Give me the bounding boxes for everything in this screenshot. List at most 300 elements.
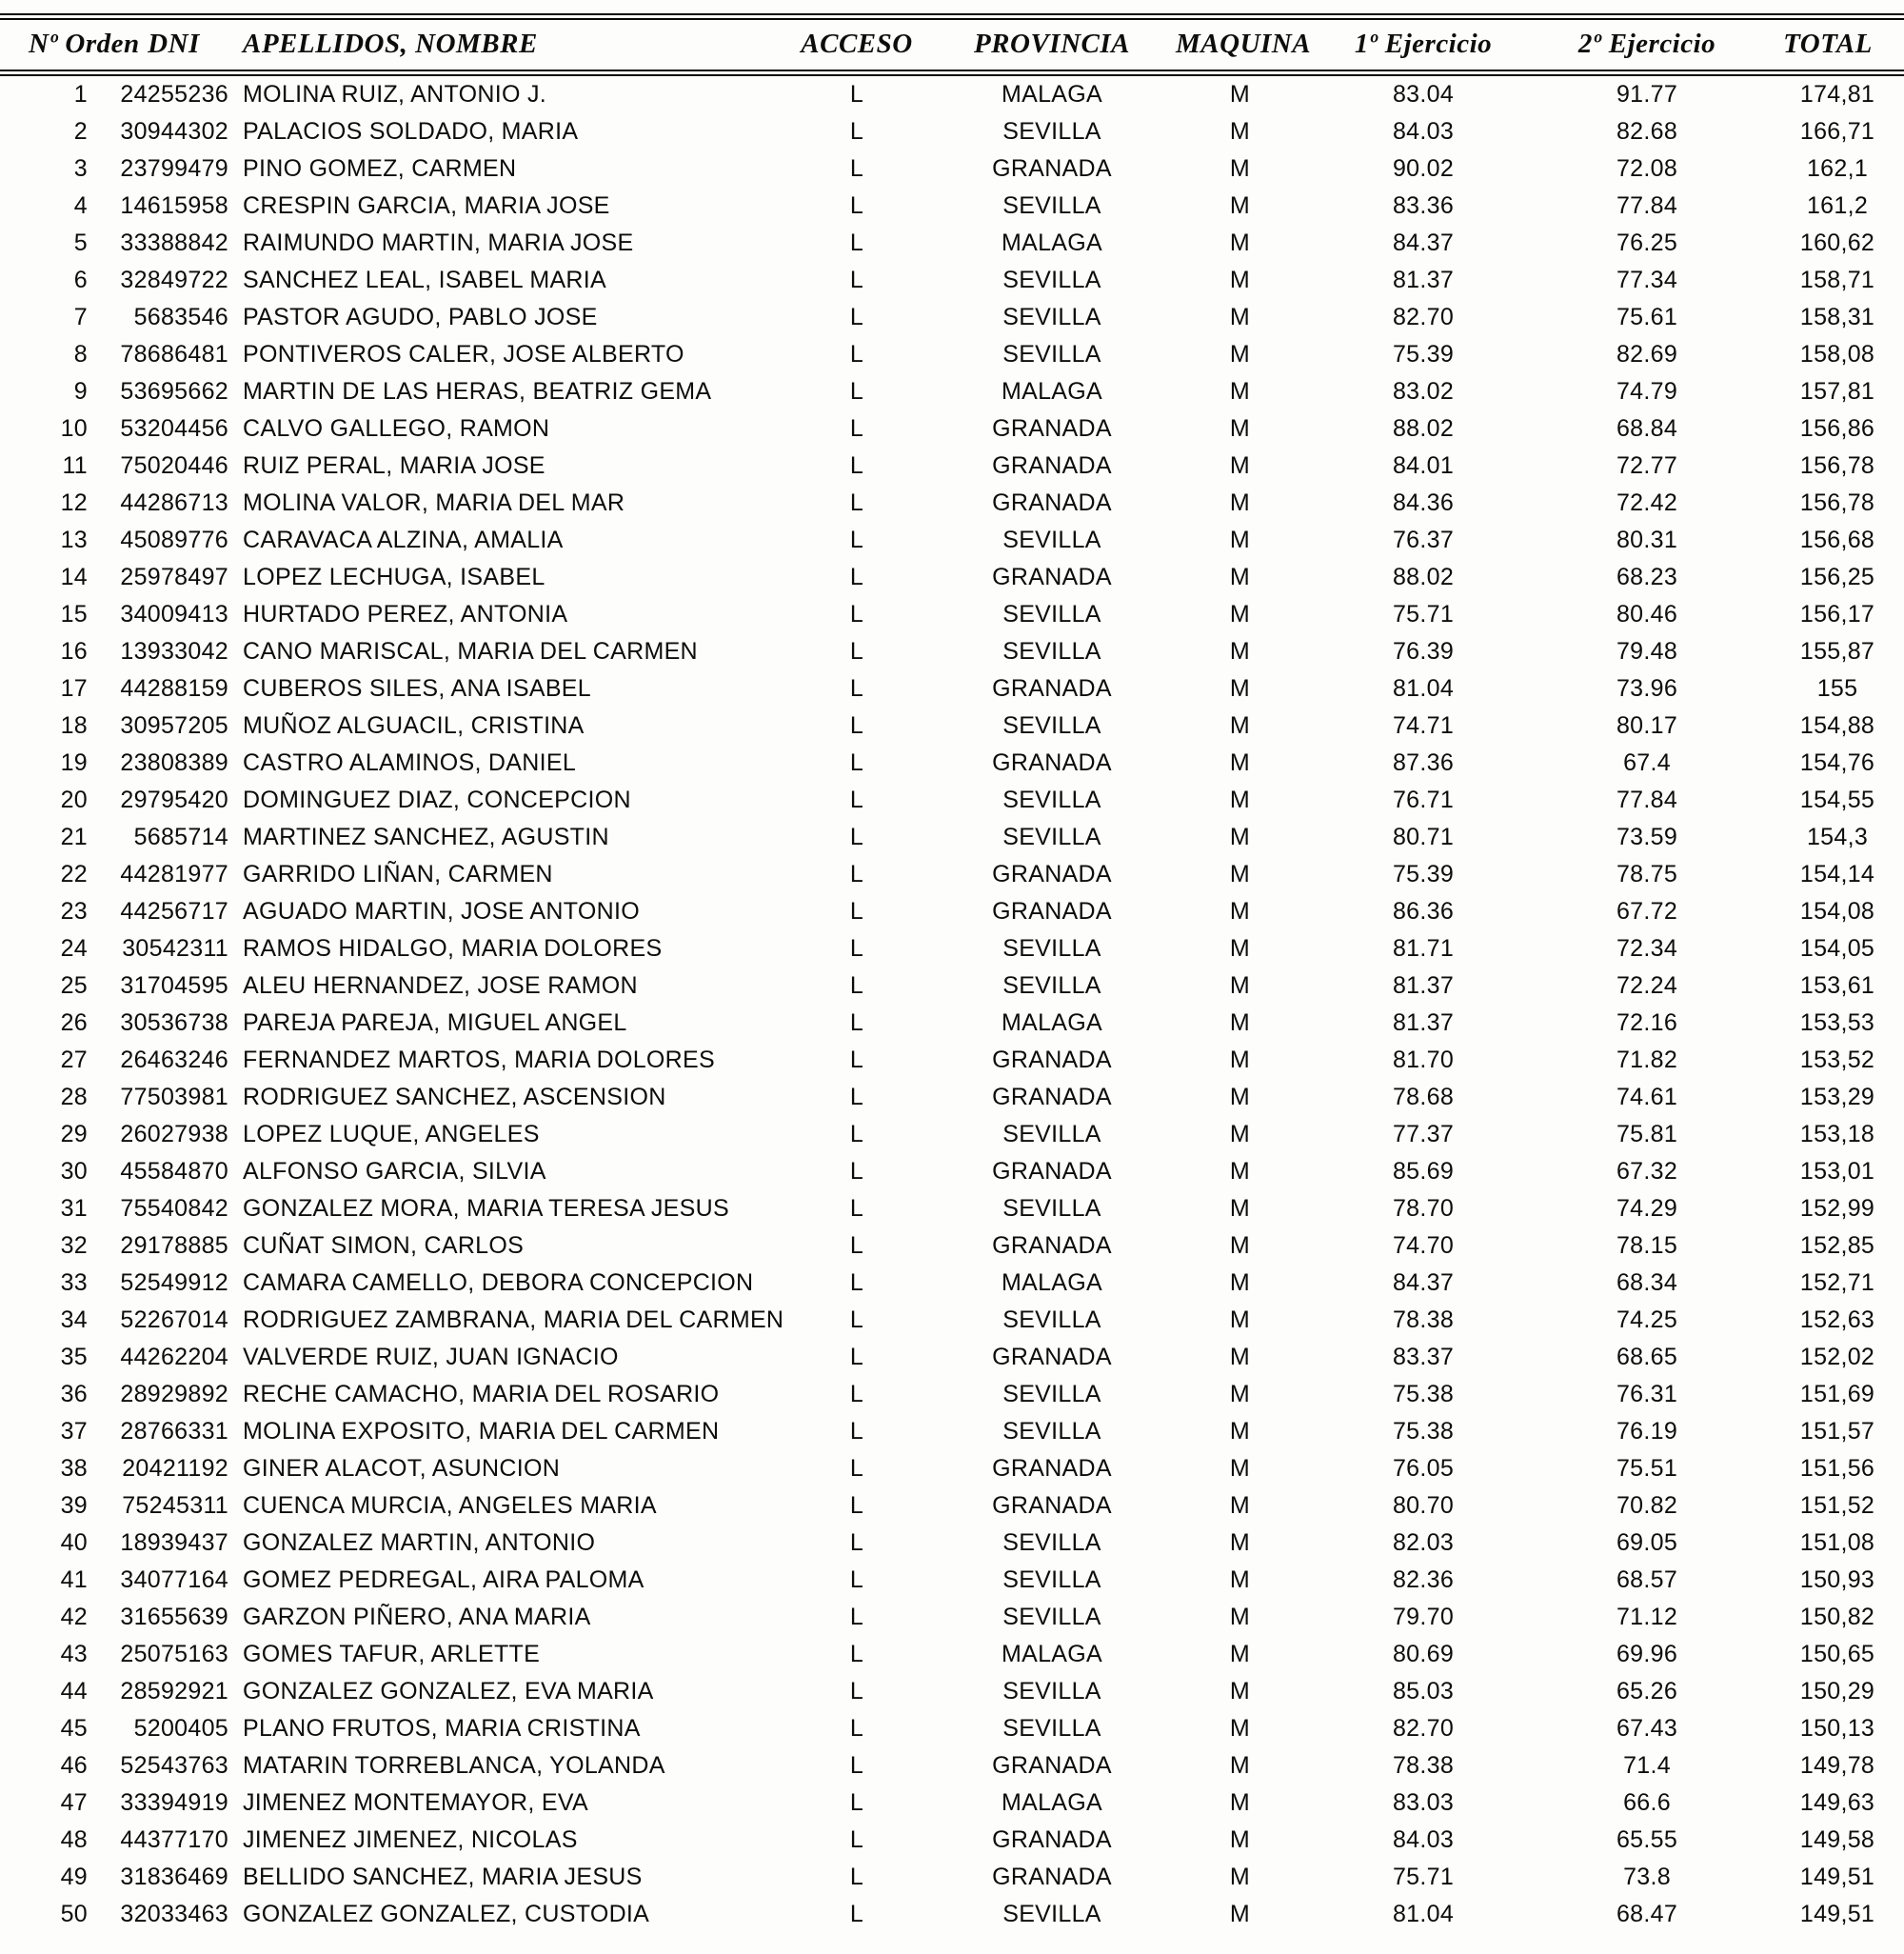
cell-provincia: SEVILLA xyxy=(1002,267,1101,293)
cell-provincia: SEVILLA xyxy=(1002,527,1101,553)
cell-acceso: L xyxy=(849,1418,864,1445)
cell-acceso: L xyxy=(849,378,864,405)
cell-dni: 44281977 xyxy=(120,861,228,887)
cell-maquina: M xyxy=(1229,304,1251,330)
cell-acceso: L xyxy=(849,489,864,516)
table-row xyxy=(0,1339,1904,1376)
cell-dni: 20421192 xyxy=(122,1455,228,1482)
cell-ej2: 71.4 xyxy=(1623,1752,1671,1779)
cell-ej2: 65.55 xyxy=(1616,1826,1678,1853)
cell-ej1: 87.36 xyxy=(1392,749,1455,776)
cell-maquina: M xyxy=(1229,1604,1251,1630)
cell-name: ALEU HERNANDEZ, JOSE RAMON xyxy=(243,972,638,999)
cell-provincia: SEVILLA xyxy=(1002,1715,1101,1742)
cell-provincia: MALAGA xyxy=(1002,1789,1102,1816)
table-row xyxy=(0,559,1904,596)
cell-dni: 75540842 xyxy=(120,1195,228,1222)
cell-orden: 38 xyxy=(60,1455,88,1482)
cell-provincia: SEVILLA xyxy=(1002,1195,1101,1222)
cell-dni: 23799479 xyxy=(120,155,228,182)
cell-ej2: 68.34 xyxy=(1616,1269,1678,1296)
table-row xyxy=(0,1747,1904,1785)
table-row xyxy=(0,1413,1904,1450)
cell-orden: 3 xyxy=(73,155,88,182)
cell-orden: 28 xyxy=(60,1084,88,1110)
cell-orden: 4 xyxy=(73,192,88,219)
cell-name: GINER ALACOT, ASUNCION xyxy=(243,1455,561,1482)
table-row xyxy=(0,1116,1904,1153)
cell-name: GOMES TAFUR, ARLETTE xyxy=(243,1641,541,1667)
cell-name: RODRIGUEZ SANCHEZ, ASCENSION xyxy=(243,1084,666,1110)
table-row xyxy=(0,1710,1904,1747)
cell-name: GOMEZ PEDREGAL, AIRA PALOMA xyxy=(243,1566,645,1593)
cell-orden: 12 xyxy=(60,489,88,516)
cell-total: 151,69 xyxy=(1799,1381,1875,1407)
table-row xyxy=(0,336,1904,373)
cell-acceso: L xyxy=(849,1529,864,1556)
cell-dni: 33388842 xyxy=(120,229,228,256)
cell-acceso: L xyxy=(849,564,864,590)
cell-acceso: L xyxy=(849,1678,864,1705)
cell-name: CRESPIN GARCIA, MARIA JOSE xyxy=(243,192,610,219)
table-row xyxy=(0,596,1904,633)
cell-provincia: GRANADA xyxy=(992,1084,1112,1110)
cell-maquina: M xyxy=(1229,1864,1251,1890)
cell-total: 154,3 xyxy=(1806,824,1869,850)
cell-acceso: L xyxy=(849,1455,864,1482)
cell-provincia: GRANADA xyxy=(992,1232,1112,1259)
cell-total: 152,71 xyxy=(1799,1269,1875,1296)
cell-orden: 8 xyxy=(73,341,88,368)
cell-name: PLANO FRUTOS, MARIA CRISTINA xyxy=(243,1715,641,1742)
cell-ej1: 78.68 xyxy=(1392,1084,1455,1110)
cell-acceso: L xyxy=(849,638,864,665)
cell-ej1: 74.70 xyxy=(1392,1232,1455,1259)
cell-ej1: 76.39 xyxy=(1392,638,1455,665)
cell-ej1: 81.04 xyxy=(1392,1901,1455,1927)
cell-ej1: 80.71 xyxy=(1392,824,1455,850)
cell-dni: 34009413 xyxy=(120,601,228,628)
cell-ej1: 84.37 xyxy=(1392,229,1455,256)
cell-provincia: GRANADA xyxy=(992,452,1112,479)
cell-total: 156,78 xyxy=(1799,452,1875,479)
cell-acceso: L xyxy=(849,861,864,887)
cell-maquina: M xyxy=(1229,861,1251,887)
cell-orden: 10 xyxy=(60,415,88,442)
cell-name: JIMENEZ JIMENEZ, NICOLAS xyxy=(243,1826,578,1853)
cell-ej1: 86.36 xyxy=(1392,898,1455,925)
table-row xyxy=(0,1562,1904,1599)
cell-name: JIMENEZ MONTEMAYOR, EVA xyxy=(243,1789,588,1816)
table-row xyxy=(0,782,1904,819)
cell-total: 149,51 xyxy=(1799,1901,1875,1927)
cell-ej1: 81.37 xyxy=(1392,972,1455,999)
cell-ej1: 76.71 xyxy=(1392,787,1455,813)
cell-acceso: L xyxy=(849,972,864,999)
cell-ej2: 68.47 xyxy=(1616,1901,1678,1927)
cell-ej2: 77.34 xyxy=(1616,267,1678,293)
cell-total: 152,85 xyxy=(1799,1232,1875,1259)
col-header-acceso: ACCESO xyxy=(785,17,928,73)
cell-provincia: SEVILLA xyxy=(1002,935,1101,962)
table-row xyxy=(0,485,1904,522)
col-header-ej2: 2º Ejercicio xyxy=(1542,17,1752,73)
cell-name: CUÑAT SIMON, CARLOS xyxy=(243,1232,525,1259)
cell-ej2: 73.96 xyxy=(1616,675,1678,702)
cell-maquina: M xyxy=(1229,1492,1251,1519)
cell-name: LOPEZ LECHUGA, ISABEL xyxy=(243,564,545,590)
cell-total: 150,13 xyxy=(1799,1715,1875,1742)
cell-provincia: GRANADA xyxy=(992,415,1112,442)
cell-dni: 29178885 xyxy=(120,1232,228,1259)
cell-ej2: 72.34 xyxy=(1616,935,1678,962)
cell-ej2: 72.16 xyxy=(1616,1009,1678,1036)
table-row xyxy=(0,1005,1904,1042)
cell-acceso: L xyxy=(849,787,864,813)
cell-orden: 32 xyxy=(60,1232,88,1259)
table-row xyxy=(0,1785,1904,1822)
table-row xyxy=(0,670,1904,708)
cell-ej1: 82.70 xyxy=(1392,304,1455,330)
cell-acceso: L xyxy=(849,712,864,739)
cell-orden: 21 xyxy=(60,824,88,850)
cell-orden: 15 xyxy=(60,601,88,628)
cell-acceso: L xyxy=(849,1344,864,1370)
cell-ej1: 84.37 xyxy=(1392,1269,1455,1296)
cell-maquina: M xyxy=(1229,787,1251,813)
cell-ej1: 83.36 xyxy=(1392,192,1455,219)
cell-maquina: M xyxy=(1229,675,1251,702)
col-header-dni: DNI xyxy=(105,17,243,73)
cell-dni: 53204456 xyxy=(120,415,228,442)
cell-total: 154,14 xyxy=(1799,861,1875,887)
cell-ej1: 84.01 xyxy=(1392,452,1455,479)
cell-name: MOLINA VALOR, MARIA DEL MAR xyxy=(243,489,625,516)
cell-name: RUIZ PERAL, MARIA JOSE xyxy=(243,452,545,479)
cell-provincia: SEVILLA xyxy=(1002,1529,1101,1556)
cell-ej2: 72.08 xyxy=(1616,155,1678,182)
cell-orden: 5 xyxy=(73,229,88,256)
cell-ej1: 85.69 xyxy=(1392,1158,1455,1185)
cell-acceso: L xyxy=(849,898,864,925)
cell-orden: 16 xyxy=(60,638,88,665)
cell-orden: 17 xyxy=(60,675,88,702)
cell-name: PONTIVEROS CALER, JOSE ALBERTO xyxy=(243,341,684,368)
cell-acceso: L xyxy=(849,1121,864,1147)
cell-acceso: L xyxy=(849,229,864,256)
cell-total: 158,71 xyxy=(1799,267,1875,293)
cell-total: 158,08 xyxy=(1799,341,1875,368)
cell-provincia: SEVILLA xyxy=(1002,1418,1101,1445)
cell-maquina: M xyxy=(1229,1121,1251,1147)
cell-maquina: M xyxy=(1229,1752,1251,1779)
cell-total: 158,31 xyxy=(1799,304,1875,330)
cell-ej1: 75.38 xyxy=(1392,1381,1455,1407)
table-row xyxy=(0,819,1904,856)
cell-ej2: 68.23 xyxy=(1616,564,1678,590)
cell-name: RODRIGUEZ ZAMBRANA, MARIA DEL CARMEN xyxy=(243,1306,784,1333)
cell-provincia: SEVILLA xyxy=(1002,638,1101,665)
cell-total: 149,51 xyxy=(1799,1864,1875,1890)
cell-maquina: M xyxy=(1229,1678,1251,1705)
cell-ej1: 84.03 xyxy=(1392,1826,1455,1853)
col-header-ej1: 1º Ejercicio xyxy=(1304,17,1542,73)
cell-ej1: 82.70 xyxy=(1392,1715,1455,1742)
cell-name: GONZALEZ GONZALEZ, CUSTODIA xyxy=(243,1901,650,1927)
table-row xyxy=(0,150,1904,188)
cell-orden: 48 xyxy=(60,1826,88,1853)
cell-acceso: L xyxy=(849,1195,864,1222)
cell-provincia: SEVILLA xyxy=(1002,787,1101,813)
cell-acceso: L xyxy=(849,304,864,330)
cell-orden: 18 xyxy=(60,712,88,739)
cell-acceso: L xyxy=(849,1492,864,1519)
cell-maquina: M xyxy=(1229,1084,1251,1110)
cell-ej2: 68.84 xyxy=(1616,415,1678,442)
cell-ej2: 67.4 xyxy=(1623,749,1671,776)
cell-ej2: 67.72 xyxy=(1616,898,1678,925)
cell-provincia: SEVILLA xyxy=(1002,972,1101,999)
cell-total: 156,68 xyxy=(1799,527,1875,553)
cell-name: BELLIDO SANCHEZ, MARIA JESUS xyxy=(243,1864,643,1890)
table-row xyxy=(0,522,1904,559)
cell-maquina: M xyxy=(1229,155,1251,182)
cell-ej2: 76.31 xyxy=(1616,1381,1678,1407)
cell-maquina: M xyxy=(1229,415,1251,442)
cell-dni: 28592921 xyxy=(120,1678,228,1705)
cell-total: 153,53 xyxy=(1799,1009,1875,1036)
cell-provincia: GRANADA xyxy=(992,564,1112,590)
cell-total: 153,29 xyxy=(1799,1084,1875,1110)
cell-ej1: 81.70 xyxy=(1392,1047,1455,1073)
cell-provincia: GRANADA xyxy=(992,749,1112,776)
cell-orden: 7 xyxy=(73,304,88,330)
cell-maquina: M xyxy=(1229,267,1251,293)
cell-name: PAREJA PAREJA, MIGUEL ANGEL xyxy=(243,1009,627,1036)
cell-ej2: 77.84 xyxy=(1616,787,1678,813)
cell-orden: 23 xyxy=(60,898,88,925)
cell-ej2: 74.25 xyxy=(1616,1306,1678,1333)
cell-acceso: L xyxy=(849,1009,864,1036)
cell-provincia: GRANADA xyxy=(992,155,1112,182)
cell-maquina: M xyxy=(1229,452,1251,479)
cell-dni: 45584870 xyxy=(120,1158,228,1185)
cell-name: PINO GOMEZ, CARMEN xyxy=(243,155,517,182)
cell-maquina: M xyxy=(1229,638,1251,665)
cell-orden: 35 xyxy=(60,1344,88,1370)
cell-dni: 25075163 xyxy=(120,1641,228,1667)
table-row xyxy=(0,1376,1904,1413)
cell-dni: 26027938 xyxy=(120,1121,228,1147)
cell-name: CUENCA MURCIA, ANGELES MARIA xyxy=(243,1492,657,1519)
cell-ej2: 71.82 xyxy=(1616,1047,1678,1073)
cell-ej2: 72.24 xyxy=(1616,972,1678,999)
cell-name: ALFONSO GARCIA, SILVIA xyxy=(243,1158,546,1185)
table-row xyxy=(0,410,1904,448)
cell-provincia: SEVILLA xyxy=(1002,712,1101,739)
table-row xyxy=(0,299,1904,336)
table-row xyxy=(0,930,1904,967)
cell-provincia: SEVILLA xyxy=(1002,1566,1101,1593)
cell-dni: 30542311 xyxy=(122,935,228,962)
cell-name: GONZALEZ MARTIN, ANTONIO xyxy=(243,1529,596,1556)
col-header-total: TOTAL xyxy=(1752,17,1904,73)
col-header-maquina: MAQUINA xyxy=(1176,17,1304,73)
cell-dni: 44262204 xyxy=(120,1344,228,1370)
cell-dni: 32033463 xyxy=(120,1901,228,1927)
cell-total: 150,82 xyxy=(1799,1604,1875,1630)
cell-total: 155,87 xyxy=(1799,638,1875,665)
cell-provincia: SEVILLA xyxy=(1002,1381,1101,1407)
cell-total: 151,08 xyxy=(1799,1529,1875,1556)
cell-ej2: 75.81 xyxy=(1616,1121,1678,1147)
table-row xyxy=(0,708,1904,745)
cell-provincia: GRANADA xyxy=(992,489,1112,516)
cell-maquina: M xyxy=(1229,1158,1251,1185)
cell-maquina: M xyxy=(1229,824,1251,850)
cell-orden: 46 xyxy=(60,1752,88,1779)
cell-ej2: 67.43 xyxy=(1616,1715,1678,1742)
cell-total: 153,01 xyxy=(1799,1158,1875,1185)
cell-maquina: M xyxy=(1229,229,1251,256)
table-row xyxy=(0,1227,1904,1265)
cell-maquina: M xyxy=(1229,898,1251,925)
cell-total: 156,86 xyxy=(1799,415,1875,442)
cell-ej2: 78.75 xyxy=(1616,861,1678,887)
cell-ej1: 81.04 xyxy=(1392,675,1455,702)
cell-acceso: L xyxy=(849,1047,864,1073)
cell-maquina: M xyxy=(1229,712,1251,739)
cell-maquina: M xyxy=(1229,1826,1251,1853)
table-row xyxy=(0,188,1904,225)
cell-total: 161,2 xyxy=(1806,192,1869,219)
table-row xyxy=(0,1265,1904,1302)
table-row xyxy=(0,448,1904,485)
cell-dni: 24255236 xyxy=(120,81,228,108)
cell-acceso: L xyxy=(849,1269,864,1296)
cell-acceso: L xyxy=(849,1604,864,1630)
cell-total: 160,62 xyxy=(1799,229,1875,256)
cell-provincia: SEVILLA xyxy=(1002,1604,1101,1630)
cell-acceso: L xyxy=(849,1789,864,1816)
cell-dni: 28929892 xyxy=(120,1381,228,1407)
cell-maquina: M xyxy=(1229,1047,1251,1073)
cell-provincia: GRANADA xyxy=(992,1752,1112,1779)
table-row xyxy=(0,1302,1904,1339)
cell-maquina: M xyxy=(1229,1195,1251,1222)
table-row xyxy=(0,1525,1904,1562)
cell-ej1: 83.02 xyxy=(1392,378,1455,405)
cell-maquina: M xyxy=(1229,1232,1251,1259)
cell-total: 151,57 xyxy=(1799,1418,1875,1445)
cell-acceso: L xyxy=(849,824,864,850)
cell-acceso: L xyxy=(849,675,864,702)
cell-ej1: 84.36 xyxy=(1392,489,1455,516)
cell-dni: 52267014 xyxy=(120,1306,228,1333)
cell-name: RAMOS HIDALGO, MARIA DOLORES xyxy=(243,935,663,962)
cell-provincia: SEVILLA xyxy=(1002,1678,1101,1705)
table-row xyxy=(0,745,1904,782)
cell-name: GONZALEZ GONZALEZ, EVA MARIA xyxy=(243,1678,654,1705)
cell-maquina: M xyxy=(1229,192,1251,219)
cell-ej2: 76.25 xyxy=(1616,229,1678,256)
cell-name: LOPEZ LUQUE, ANGELES xyxy=(243,1121,540,1147)
table-row xyxy=(0,373,1904,410)
cell-acceso: L xyxy=(849,1158,864,1185)
cell-ej1: 79.70 xyxy=(1392,1604,1455,1630)
cell-dni: 52543763 xyxy=(120,1752,228,1779)
cell-orden: 49 xyxy=(60,1864,88,1890)
cell-ej2: 74.79 xyxy=(1616,378,1678,405)
cell-acceso: L xyxy=(849,267,864,293)
cell-ej1: 88.02 xyxy=(1392,415,1455,442)
cell-ej1: 88.02 xyxy=(1392,564,1455,590)
cell-ej1: 84.03 xyxy=(1392,118,1455,145)
cell-maquina: M xyxy=(1229,1381,1251,1407)
cell-total: 151,56 xyxy=(1799,1455,1875,1482)
cell-ej2: 80.46 xyxy=(1616,601,1678,628)
cell-dni: 29795420 xyxy=(120,787,228,813)
cell-dni: 45089776 xyxy=(120,527,228,553)
cell-maquina: M xyxy=(1229,749,1251,776)
cell-maquina: M xyxy=(1229,489,1251,516)
cell-provincia: SEVILLA xyxy=(1002,118,1101,145)
cell-ej1: 81.37 xyxy=(1392,1009,1455,1036)
cell-ej2: 73.59 xyxy=(1616,824,1678,850)
cell-orden: 22 xyxy=(60,861,88,887)
cell-total: 156,25 xyxy=(1799,564,1875,590)
cell-dni: 31836469 xyxy=(120,1864,228,1890)
cell-provincia: MALAGA xyxy=(1002,81,1102,108)
cell-acceso: L xyxy=(849,155,864,182)
cell-total: 149,78 xyxy=(1799,1752,1875,1779)
cell-orden: 36 xyxy=(60,1381,88,1407)
cell-ej1: 80.70 xyxy=(1392,1492,1455,1519)
cell-maquina: M xyxy=(1229,1455,1251,1482)
cell-ej2: 76.19 xyxy=(1616,1418,1678,1445)
cell-provincia: MALAGA xyxy=(1002,378,1102,405)
cell-name: CALVO GALLEGO, RAMON xyxy=(243,415,550,442)
cell-ej1: 83.03 xyxy=(1392,1789,1455,1816)
cell-name: PALACIOS SOLDADO, MARIA xyxy=(243,118,579,145)
cell-ej2: 72.77 xyxy=(1616,452,1678,479)
cell-dni: 44256717 xyxy=(120,898,228,925)
cell-orden: 30 xyxy=(60,1158,88,1185)
table-row xyxy=(0,856,1904,893)
cell-acceso: L xyxy=(849,81,864,108)
cell-dni: 28766331 xyxy=(120,1418,228,1445)
cell-provincia: GRANADA xyxy=(992,1492,1112,1519)
table-row xyxy=(0,967,1904,1005)
cell-ej2: 70.82 xyxy=(1616,1492,1678,1519)
cell-ej1: 76.37 xyxy=(1392,527,1455,553)
cell-total: 157,81 xyxy=(1799,378,1875,405)
cell-dni: 14615958 xyxy=(120,192,228,219)
cell-dni: 53695662 xyxy=(120,378,228,405)
cell-provincia: GRANADA xyxy=(992,1826,1112,1853)
cell-acceso: L xyxy=(849,1641,864,1667)
cell-orden: 24 xyxy=(60,935,88,962)
cell-acceso: L xyxy=(849,1084,864,1110)
cell-ej2: 74.29 xyxy=(1616,1195,1678,1222)
cell-total: 152,99 xyxy=(1799,1195,1875,1222)
cell-ej2: 77.84 xyxy=(1616,192,1678,219)
cell-ej1: 90.02 xyxy=(1392,155,1455,182)
cell-dni: 44288159 xyxy=(120,675,228,702)
cell-ej1: 81.71 xyxy=(1392,935,1455,962)
table-row xyxy=(0,1450,1904,1487)
cell-orden: 31 xyxy=(60,1195,88,1222)
